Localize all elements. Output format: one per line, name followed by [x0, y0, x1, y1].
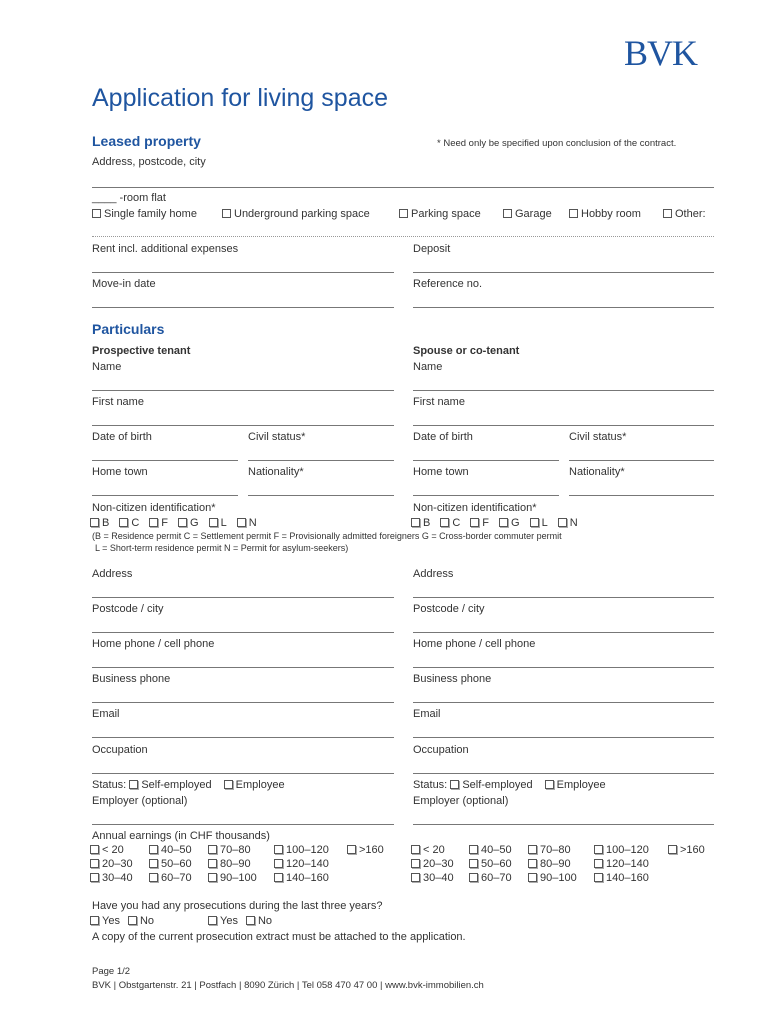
- earnings-col2: 40–50 50–60 60–70: [469, 843, 512, 885]
- email-field[interactable]: [413, 737, 714, 738]
- earnings-col3: 70–80 80–90 90–100: [528, 843, 577, 885]
- checkbox[interactable]: [237, 518, 246, 527]
- checkbox[interactable]: [129, 780, 138, 789]
- business-phone-label: Business phone: [92, 673, 171, 685]
- dob-label: Date of birth: [413, 431, 473, 443]
- occupation-field[interactable]: [413, 773, 714, 774]
- first-name-field[interactable]: [413, 425, 714, 426]
- dob-field[interactable]: [92, 460, 238, 461]
- checkbox[interactable]: [149, 859, 158, 868]
- move-in-label: Move-in date: [92, 278, 156, 290]
- civil-field[interactable]: [248, 460, 394, 461]
- checkbox[interactable]: [411, 859, 420, 868]
- employer-field[interactable]: [413, 824, 714, 825]
- permit-legend: (B = Residence permit C = Settlement permit F = Provisionally admitted foreigners G = Cross-border commuter permit: [92, 531, 562, 541]
- checkbox[interactable]: [545, 780, 554, 789]
- address-label: Address, postcode, city: [92, 156, 206, 168]
- checkbox[interactable]: [470, 518, 479, 527]
- first-name-field[interactable]: [92, 425, 394, 426]
- checkbox[interactable]: [149, 873, 158, 882]
- checkbox[interactable]: [499, 518, 508, 527]
- permit-options-cotenant: B C F G L N: [411, 517, 578, 529]
- name-label: Name: [413, 361, 443, 373]
- checkbox[interactable]: [208, 859, 217, 868]
- prosecution-note: A copy of the current prosecution extract must be attached to the application.: [92, 931, 466, 943]
- email-field[interactable]: [92, 737, 394, 738]
- checkbox[interactable]: [469, 845, 478, 854]
- address-field[interactable]: [92, 187, 714, 188]
- page-title: Application for living space: [92, 84, 388, 112]
- tenant-heading: Prospective tenant: [92, 345, 191, 357]
- prosecution-tenant: Yes No: [90, 915, 154, 927]
- earnings-col4: 100–120 120–140 140–160: [274, 843, 329, 885]
- checkbox[interactable]: [530, 518, 539, 527]
- checkbox[interactable]: [569, 209, 578, 218]
- checkbox[interactable]: [90, 845, 99, 854]
- status-cotenant: Status: Self-employed Employee: [413, 779, 606, 791]
- reference-label: Reference no.: [413, 278, 483, 290]
- phone-field[interactable]: [413, 667, 714, 668]
- type-hobby-room[interactable]: Hobby room: [569, 208, 641, 220]
- prosecution-question: Have you had any prosecutions during the last three years?: [92, 900, 383, 912]
- employer-field[interactable]: [92, 824, 394, 825]
- checkbox[interactable]: [274, 859, 283, 868]
- postcode-label: Postcode / city: [92, 603, 164, 615]
- email-label: Email: [413, 708, 441, 720]
- checkbox[interactable]: [411, 845, 420, 854]
- checkbox[interactable]: [668, 845, 677, 854]
- earnings-label: Annual earnings (in CHF thousands): [92, 830, 270, 842]
- checkbox[interactable]: [208, 845, 217, 854]
- move-in-field[interactable]: [92, 307, 394, 308]
- rent-label: Rent incl. additional expenses: [92, 243, 239, 255]
- permit-legend-2: L = Short-term residence permit N = Permit for asylum-seekers): [95, 543, 349, 553]
- checkbox[interactable]: [208, 916, 217, 925]
- checkbox[interactable]: [274, 845, 283, 854]
- earnings-col1: < 20 20–30 30–40: [90, 843, 133, 885]
- type-single-family[interactable]: Single family home: [92, 208, 197, 220]
- checkbox[interactable]: [399, 209, 408, 218]
- noncitizen-label: Non-citizen identification*: [413, 502, 537, 514]
- employer-label: Employer (optional): [413, 795, 509, 807]
- civil-label: Civil status*: [248, 431, 306, 443]
- checkbox[interactable]: [149, 845, 158, 854]
- checkbox[interactable]: [208, 873, 217, 882]
- checkbox[interactable]: [594, 859, 603, 868]
- footer-address: BVK | Obstgartenstr. 21 | Postfach | 8090 Zürich | Tel 058 470 47 00 | www.bvk-immobilien.ch: [92, 980, 484, 991]
- checkbox[interactable]: [528, 859, 537, 868]
- postcode-field[interactable]: [413, 632, 714, 633]
- name-label: Name: [92, 361, 122, 373]
- type-garage[interactable]: Garage: [503, 208, 552, 220]
- employer-label: Employer (optional): [92, 795, 188, 807]
- nationality-label: Nationality*: [569, 466, 625, 478]
- address-field[interactable]: [413, 597, 714, 598]
- checkbox[interactable]: [440, 518, 449, 527]
- deposit-label: Deposit: [413, 243, 451, 255]
- checkbox[interactable]: [149, 518, 158, 527]
- postcode-label: Postcode / city: [413, 603, 485, 615]
- home-town-label: Home town: [413, 466, 469, 478]
- earnings-col5: >160: [668, 843, 705, 857]
- home-town-label: Home town: [92, 466, 148, 478]
- checkbox[interactable]: [222, 209, 231, 218]
- permit-options-tenant: B C F G L N: [90, 517, 257, 529]
- checkbox[interactable]: [274, 873, 283, 882]
- phone-label: Home phone / cell phone: [413, 638, 536, 650]
- occupation-field[interactable]: [92, 773, 394, 774]
- type-underground-parking[interactable]: Underground parking space: [222, 208, 370, 220]
- civil-label: Civil status*: [569, 431, 627, 443]
- nationality-field[interactable]: [569, 495, 714, 496]
- civil-field[interactable]: [569, 460, 714, 461]
- checkbox[interactable]: [119, 518, 128, 527]
- checkbox[interactable]: [528, 845, 537, 854]
- checkbox[interactable]: [90, 916, 99, 925]
- checkbox[interactable]: [128, 916, 137, 925]
- checkbox[interactable]: [411, 873, 420, 882]
- address-label: Address: [413, 568, 454, 580]
- contract-note: * Need only be specified upon conclusion of the contract.: [437, 138, 677, 149]
- business-phone-field[interactable]: [92, 702, 394, 703]
- checkbox[interactable]: [224, 780, 233, 789]
- page-number: Page 1/2: [92, 966, 131, 977]
- checkbox[interactable]: [469, 859, 478, 868]
- nationality-label: Nationality*: [248, 466, 304, 478]
- checkbox[interactable]: [469, 873, 478, 882]
- phone-label: Home phone / cell phone: [92, 638, 215, 650]
- phone-field[interactable]: [92, 667, 394, 668]
- checkbox[interactable]: [209, 518, 218, 527]
- checkbox[interactable]: [90, 518, 99, 527]
- reference-field[interactable]: [413, 307, 714, 308]
- earnings-col3: 70–80 80–90 90–100: [208, 843, 257, 885]
- earnings-col5: >160: [347, 843, 384, 857]
- checkbox[interactable]: [90, 873, 99, 882]
- checkbox[interactable]: [503, 209, 512, 218]
- checkbox[interactable]: [594, 845, 603, 854]
- type-other[interactable]: Other:: [663, 208, 706, 220]
- checkbox[interactable]: [411, 518, 420, 527]
- status-tenant: Status: Self-employed Employee: [92, 779, 285, 791]
- checkbox[interactable]: [246, 916, 255, 925]
- checkbox[interactable]: [558, 518, 567, 527]
- postcode-field[interactable]: [92, 632, 394, 633]
- dob-label: Date of birth: [92, 431, 152, 443]
- noncitizen-label: Non-citizen identification*: [92, 502, 216, 514]
- type-parking[interactable]: Parking space: [399, 208, 481, 220]
- email-label: Email: [92, 708, 120, 720]
- leased-heading: Leased property: [92, 133, 201, 149]
- checkbox[interactable]: [528, 873, 537, 882]
- earnings-col2: 40–50 50–60 60–70: [149, 843, 192, 885]
- checkbox[interactable]: [663, 209, 672, 218]
- occupation-label: Occupation: [413, 744, 469, 756]
- checkbox[interactable]: [450, 780, 459, 789]
- nationality-field[interactable]: [248, 495, 394, 496]
- particulars-heading: Particulars: [92, 321, 165, 337]
- address-label: Address: [92, 568, 133, 580]
- occupation-label: Occupation: [92, 744, 148, 756]
- rent-field[interactable]: [92, 272, 394, 273]
- business-phone-field[interactable]: [413, 702, 714, 703]
- checkbox[interactable]: [92, 209, 101, 218]
- home-town-field[interactable]: [413, 495, 559, 496]
- address-field[interactable]: [92, 597, 394, 598]
- home-town-field[interactable]: [92, 495, 238, 496]
- name-field[interactable]: [413, 390, 714, 391]
- room-flat-label: ____ -room flat: [92, 192, 166, 204]
- deposit-field[interactable]: [413, 272, 714, 273]
- checkbox[interactable]: [178, 518, 187, 527]
- cotenant-heading: Spouse or co-tenant: [413, 345, 520, 357]
- name-field[interactable]: [92, 390, 394, 391]
- checkbox[interactable]: [594, 873, 603, 882]
- business-phone-label: Business phone: [413, 673, 492, 685]
- earnings-col4: 100–120 120–140 140–160: [594, 843, 649, 885]
- dob-field[interactable]: [413, 460, 559, 461]
- checkbox[interactable]: [347, 845, 356, 854]
- prosecution-cotenant: Yes No: [208, 915, 272, 927]
- first-name-label: First name: [92, 396, 144, 408]
- earnings-col1: < 20 20–30 30–40: [411, 843, 454, 885]
- checkbox[interactable]: [90, 859, 99, 868]
- bvk-logo: BVK: [624, 33, 698, 73]
- first-name-label: First name: [413, 396, 465, 408]
